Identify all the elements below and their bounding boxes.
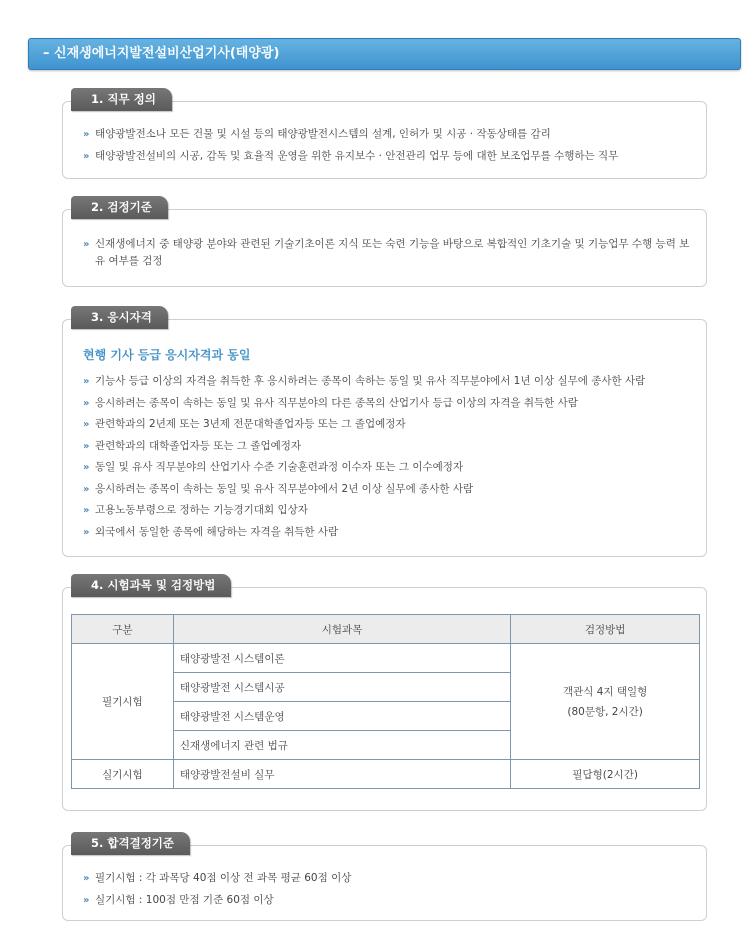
column-header: 검정방법 [511,615,700,644]
list-item: » 관련학과의 대학졸업자등 또는 그 졸업예정자 [83,436,706,458]
list-item: » 동일 및 유사 직무분야의 산업기사 수준 기술훈련과정 이수자 또는 그 이수예정자 [83,457,706,479]
page-title: – 신재생에너지발전설비산업기사(태양광) [28,38,741,70]
list-item: » 응시하려는 종목이 속하는 동일 및 유사 직무분야에서 2년 이상 실무에 종사한 사람 [83,479,706,501]
bullet-icon: » [83,239,90,250]
section-box [62,587,707,811]
subject-cell: 태양광발전 시스템이론 [173,644,510,673]
table-row [72,644,700,673]
bullet-icon: » [83,376,90,387]
table-header-row [72,615,700,644]
subject-cell: 태양광발전 시스템시공 [173,673,510,702]
section-heading: 3. 응시자격 [71,306,168,329]
bullet-icon: » [83,873,90,884]
method-cell: 필답형(2시간) [511,760,700,789]
bullet-list [83,868,706,911]
section-box [62,209,707,287]
column-header: 구분 [72,615,174,644]
bullet-list [83,124,706,167]
section-box [62,101,707,179]
bullet-icon: » [83,397,90,409]
list-item: » 고용노동부령으로 정하는 기능경기대회 입상자 [83,500,706,522]
bullet-list [83,371,706,543]
method-cell: 객관식 4지 택일형 (80문항, 2시간) [511,644,700,760]
table-row [72,760,700,789]
list-item: » 기능사 등급 이상의 자격을 취득한 후 응시하려는 종목이 속하는 동일 및 유사 직무분야에서 1년 이상 실무에 종사한 사람 [83,371,706,393]
bullet-icon: » [83,462,90,473]
bullet-icon: » [83,419,90,430]
list-item: » 태양광발전설비의 시공, 감독 및 효율적 운영을 위한 유지보수 · 안전관리 업무 등에 대한 보조업무를 수행하는 직무 [83,146,706,168]
list-item: » 실기시험 : 100점 만점 기준 60점 이상 [83,890,706,912]
exam-type-cell: 필기시험 [72,644,174,760]
subject-cell: 신재생에너지 관련 법규 [173,731,510,760]
section-heading: 4. 시험과목 및 검정방법 [71,574,231,597]
section-heading: 2. 검정기준 [71,196,168,219]
list-item: » 외국에서 동일한 종목에 해당하는 자격을 취득한 사람 [83,522,706,544]
exam-table [71,614,700,789]
list-item: » 응시하려는 종목이 속하는 동일 및 유사 직무분야의 다른 종목의 산업기사 등급 이상의 자격을 취득한 사람 [83,393,706,415]
section-subheading: 현행 기사 등급 응시자격과 동일 [83,348,251,362]
subject-cell: 태양광발전 시스템운영 [173,702,510,731]
column-header: 시험과목 [173,615,510,644]
bullet-icon: » [83,894,90,906]
list-item: » 필기시험 : 각 과목당 40점 이상 전 과목 평균 60점 이상 [83,868,706,890]
bullet-icon: » [83,505,90,516]
bullet-icon: » [83,526,90,538]
bullet-icon: » [83,150,90,162]
list-item: » 태양광발전소나 모든 건물 및 시설 등의 태양광발전시스템의 설계, 인허가 및 시공 · 작동상태를 감리 [83,124,706,146]
list-item: » 신재생에너지 중 태양광 분야와 관련된 기술기초이론 지식 또는 숙련 기능을 바탕으로 복합적인 기초기술 및 기능업무 수행 능력 보유 여부를 검정 [83,238,690,267]
bullet-list [83,236,692,270]
exam-type-cell: 실기시험 [72,760,174,789]
section-box [62,845,707,921]
bullet-icon: » [83,440,90,452]
subject-cell: 태양광발전설비 실무 [173,760,510,789]
section-box [62,319,707,557]
section-heading: 5. 합격결정기준 [71,832,190,855]
bullet-icon: » [83,129,90,140]
list-item: » 관련학과의 2년제 또는 3년제 전문대학졸업자등 또는 그 졸업예정자 [83,414,706,436]
bullet-icon: » [83,483,90,495]
section-heading: 1. 직무 정의 [71,88,172,111]
